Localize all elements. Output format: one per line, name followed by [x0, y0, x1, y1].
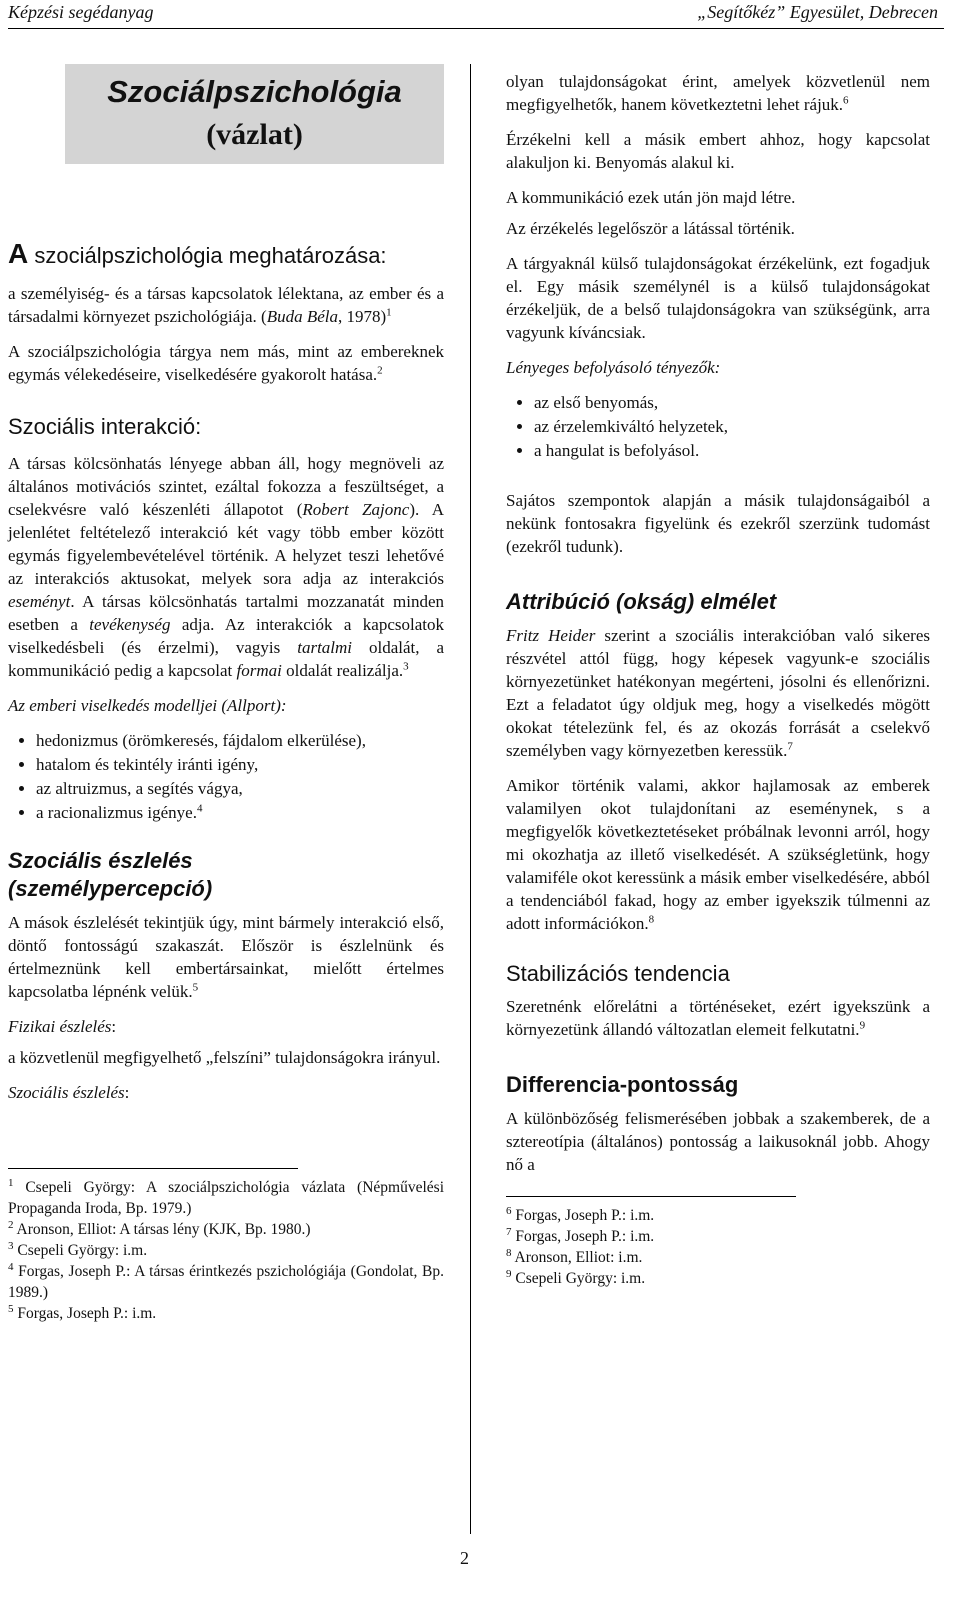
perception-paragraph: A mások észlelését tekintjük úgy, mint bármely interakció első, döntő fontosságú szakaszát. Először is észlelnünk és értelmeznünk kell embertársainkat, mielőtt értelmes kapcsolatba lépnénk velük.$^5$: [8, 913, 444, 1001]
list-item: • az érzelemkiváltó helyzetek,: [534, 415, 930, 439]
attribution-heading: Attribúció (okság) elmélet: [506, 589, 777, 614]
models-heading: Az emberi viselkedés modelljei (Allport):: [8, 696, 287, 715]
header-right: „Segítőkéz” Egyesület, Debrecen: [697, 2, 938, 22]
paragraph: A tárgyaknál külső tulajdonságokat érzékelünk, ezt fogadjuk el. Egy másik személynél is a külső tulajdonságokat érzékeljük, de a belső tulajdonságokra van szükségünk, arra vagyunk kíváncsiak.: [506, 254, 930, 342]
footnote: $^8$ Aronson, Elliot: i.m.: [506, 1246, 643, 1266]
footnote: $^9$ Csepeli György: i.m.: [506, 1267, 646, 1287]
interaction-paragraph: A társas kölcsönhatás lényege abban áll, hogy megnöveli az általános motivációs szintet, ezáltal fokozza a feszültséget, a cselekvésre való készenléti állapotot (Robert Zajonc). A jelenlétet feltételező interakció két vagy több ember között egymás figyelembevételével történik. A helyzet teszi lehetővé az interakciós aktusokat, melyek sora adja az interakciós eseményt. A társas kölcsönhatás tartalmi mozzanatát minden esetben a tevékenység adja. Az interakciók a kapcsolatok viselkedésbeli (és érzelmi), vagyis tartalmi oldalát, a kommunikáció pedig a kapcsolat formai oldalát realizálja.$^3$: [8, 454, 445, 680]
definition-paragraph: a személyiség- és a társas kapcsolatok lélektana, az ember és a társadalmi környezet pszichológiája. (Buda Béla, 1978)$^1$: [8, 284, 444, 326]
footnote-rule: [8, 1168, 298, 1169]
paragraph: A kommunikáció ezek után jön majd létre.: [506, 188, 796, 207]
models-list: [8, 729, 444, 825]
physical-heading: Fizikai észlelés:: [8, 1017, 117, 1036]
footnote: $^5$ Forgas, Joseph P.: i.m.: [8, 1302, 157, 1322]
list-item: • a racionalizmus igénye.$^4$: [36, 801, 444, 825]
footnote: $^2$ Aronson, Elliot: A társas lény (KJK, Bp. 1980.): [8, 1218, 311, 1238]
right-footnotes: [506, 1205, 930, 1289]
social-heading: Szociális észlelés:: [8, 1083, 130, 1102]
stabilization-heading: Stabilizációs tendencia: [506, 961, 730, 986]
list-item: • az altruizmus, a segítés vágya,: [36, 777, 444, 801]
factors-list: [506, 391, 930, 463]
difference-heading: Differencia-pontosság: [506, 1072, 739, 1097]
page-header: [0, 0, 960, 30]
physical-paragraph: a közvetlenül megfigyelhető „felszíni” tulajdonságokra irányul.: [8, 1048, 441, 1067]
title-sub: (vázlat): [206, 118, 303, 151]
interaction-heading: Szociális interakció:: [8, 414, 202, 439]
footnote: $^3$ Csepeli György: i.m.: [8, 1239, 148, 1259]
continued-paragraph: olyan tulajdonságokat érint, amelyek közvetlenül nem megfigyelhetők, hanem következtetni lehet rájuk.$^6$: [506, 72, 930, 114]
footnote: $^6$ Forgas, Joseph P.: i.m.: [506, 1204, 655, 1224]
list-item: • hatalom és tekintély iránti igény,: [36, 753, 444, 777]
right-column: [506, 70, 930, 1289]
footnote-rule: [506, 1196, 796, 1197]
title-main: Szociálpszichológia: [107, 74, 402, 109]
header-left: Képzési segédanyag: [8, 2, 154, 22]
attribution-paragraph: Fritz Heider szerint a szociális interakcióban való sikeres részvétel attól függ, hogy képesek vagyunk-e szociális környezetünket hatékonyan megérteni, jósolni és ellenőrizni. Ezt a feladatot úgy oldjuk meg, hogy a viselkedés mögött okokat tételezünk fel, és az okozás forrását a cselekvő személyben vagy környezetben keressük.$^7$: [506, 626, 930, 760]
footnote: $^4$ Forgas, Joseph P.: A társas érintkezés pszichológiája (Gondolat, Bp. 1989.): [8, 1260, 444, 1301]
paragraph: Érzékelni kell a másik embert ahhoz, hogy kapcsolat alakuljon ki. Benyomás alakul ki.: [506, 130, 930, 172]
list-item: • a hangulat is befolyásol.: [534, 439, 930, 463]
factors-heading: Lényeges befolyásoló tényezők:: [506, 358, 721, 377]
footnote: $^7$ Forgas, Joseph P.: i.m.: [506, 1225, 655, 1245]
footnote: $^1$ Csepeli György: A szociálpszichológia vázlata (Népművelési Propaganda Iroda, Bp. 1979.): [8, 1176, 444, 1217]
subject-paragraph: A szociálpszichológia tárgya nem más, mint az embereknek egymás vélekedéseire, viselkedésére gyakorolt hatása.$^2$: [8, 342, 444, 384]
list-item: • hedonizmus (örömkeresés, fájdalom elkerülése),: [36, 729, 444, 753]
title-box: [65, 64, 444, 164]
perception-heading: Szociális észlelés (személypercepció): [8, 848, 213, 901]
definition-heading: A szociálpszichológia meghatározása:: [8, 238, 387, 269]
attribution-paragraph-2: Amikor történik valami, akkor hajlamosak az emberek valamilyen okot tulajdonítani az eseménynek, s a megfigyelők következtetéseket próbálnak levonni arról, hogy mi okozhatja az illető viselkedését. A szükségletünk, hogy valamiféle okot keressünk a másik ember viselkedésére, abból a tendenciából fakad, hogy az ember igyekszik túlmenni az adott információkon.$^8$: [506, 776, 930, 933]
paragraph: Sajátos szempontok alapján a másik tulajdonságaiból a nekünk fontosakra figyelünk és ezekről szerzünk tudomást (ezekről tudunk).: [506, 491, 930, 556]
difference-paragraph: A különbözőség felismerésében jobbak a szakemberek, de a sztereotípia (általános) pontosság a laikusoknál jobb. Ahogy nő a: [506, 1109, 930, 1174]
column-divider: [470, 64, 471, 1534]
page-number: 2: [460, 1548, 469, 1568]
left-footnotes: [8, 1177, 444, 1324]
paragraph: Az érzékelés legelőször a látással történik.: [506, 219, 795, 238]
stabilization-paragraph: Szeretnénk előrelátni a történéseket, ezért igyekszünk a környezetünk állandó változatlan elemeit felkutatni.$^9$: [506, 997, 930, 1039]
left-column: [8, 64, 444, 1324]
list-item: • az első benyomás,: [534, 391, 930, 415]
header-rule: [8, 28, 944, 29]
